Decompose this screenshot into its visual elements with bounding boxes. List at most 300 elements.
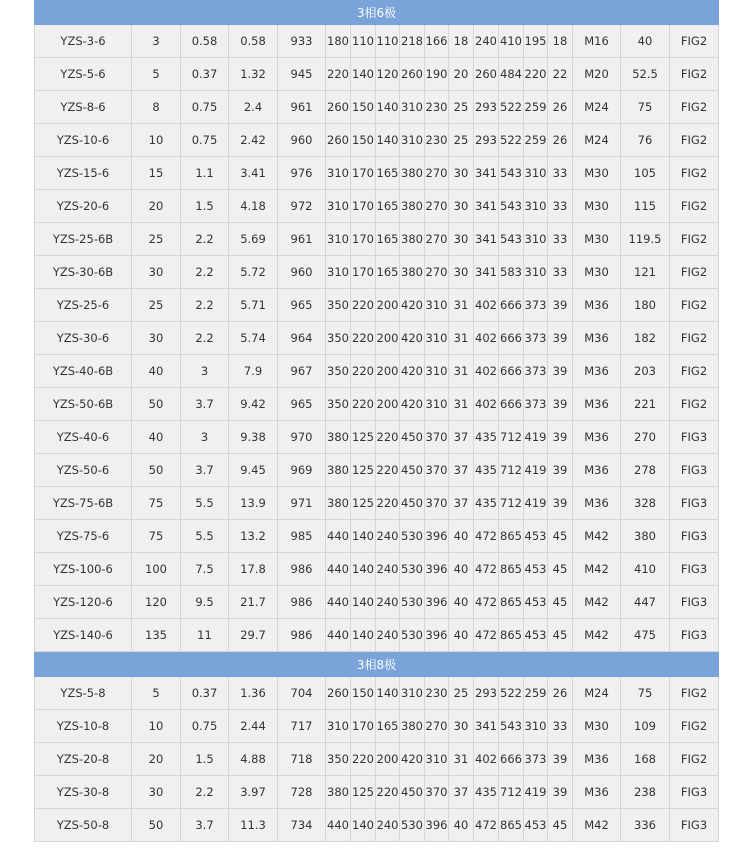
table-cell: 9.5 <box>181 586 229 619</box>
table-cell: 370 <box>425 421 449 454</box>
model-cell: YZS-50-8 <box>35 809 132 842</box>
table-cell: 3 <box>181 421 229 454</box>
table-cell: 971 <box>278 487 326 520</box>
table-cell: 45 <box>548 586 573 619</box>
table-cell: 402 <box>474 355 499 388</box>
table-cell: 5.74 <box>229 322 278 355</box>
table-cell: 310 <box>524 710 548 743</box>
table-cell: 420 <box>400 289 425 322</box>
table-cell: 140 <box>351 809 376 842</box>
table-cell: 150 <box>351 124 376 157</box>
table-cell: 260 <box>474 58 499 91</box>
table-cell: 666 <box>499 743 524 776</box>
table-row <box>35 190 719 223</box>
table-cell: 203 <box>621 355 670 388</box>
table-cell: 350 <box>326 322 351 355</box>
table-cell: M36 <box>573 289 621 322</box>
table-cell: 310 <box>326 256 351 289</box>
table-cell: 220 <box>326 58 351 91</box>
table-cell: 964 <box>278 322 326 355</box>
table-cell: 125 <box>351 776 376 809</box>
table-cell: 39 <box>548 776 573 809</box>
table-cell: 472 <box>474 586 499 619</box>
table-cell: 0.75 <box>181 91 229 124</box>
table-cell: 350 <box>326 743 351 776</box>
model-cell: YZS-5-8 <box>35 677 132 710</box>
table-cell: 310 <box>524 223 548 256</box>
table-cell: 945 <box>278 58 326 91</box>
table-cell: 220 <box>524 58 548 91</box>
model-cell: YZS-100-6 <box>35 553 132 586</box>
table-cell: 435 <box>474 776 499 809</box>
table-cell: 961 <box>278 91 326 124</box>
table-cell: 1.5 <box>181 743 229 776</box>
table-cell: 259 <box>524 91 548 124</box>
table-cell: 865 <box>499 553 524 586</box>
table-cell: FIG2 <box>670 124 719 157</box>
table-cell: 165 <box>376 710 400 743</box>
table-cell: 170 <box>351 710 376 743</box>
table-cell: 40 <box>449 619 474 652</box>
table-cell: 370 <box>425 776 449 809</box>
table-cell: 125 <box>351 421 376 454</box>
table-cell: FIG3 <box>670 809 719 842</box>
table-cell: 33 <box>548 256 573 289</box>
table-cell: 350 <box>326 388 351 421</box>
table-cell: 165 <box>376 223 400 256</box>
table-cell: 200 <box>376 355 400 388</box>
table-cell: 218 <box>400 25 425 58</box>
table-cell: 270 <box>425 256 449 289</box>
table-cell: 168 <box>621 743 670 776</box>
table-cell: 969 <box>278 454 326 487</box>
table-cell: 370 <box>425 454 449 487</box>
table-cell: M16 <box>573 25 621 58</box>
table-cell: M36 <box>573 421 621 454</box>
table-cell: M42 <box>573 520 621 553</box>
table-cell: 150 <box>351 677 376 710</box>
table-row <box>35 157 719 190</box>
table-row <box>35 421 719 454</box>
table-cell: 25 <box>449 677 474 710</box>
table-cell: 728 <box>278 776 326 809</box>
model-cell: YZS-30-8 <box>35 776 132 809</box>
table-cell: 704 <box>278 677 326 710</box>
table-cell: 865 <box>499 520 524 553</box>
table-cell: 260 <box>326 677 351 710</box>
table-cell: 2.2 <box>181 776 229 809</box>
table-cell: FIG2 <box>670 289 719 322</box>
model-cell: YZS-20-6 <box>35 190 132 223</box>
table-row <box>35 256 719 289</box>
table-cell: FIG3 <box>670 586 719 619</box>
model-cell: YZS-30-6B <box>35 256 132 289</box>
table-cell: 105 <box>621 157 670 190</box>
table-cell: 450 <box>400 776 425 809</box>
table-cell: 3.7 <box>181 454 229 487</box>
table-cell: 961 <box>278 223 326 256</box>
table-cell: FIG2 <box>670 157 719 190</box>
table-cell: 45 <box>548 809 573 842</box>
table-cell: 182 <box>621 322 670 355</box>
table-cell: 2.44 <box>229 710 278 743</box>
table-cell: 240 <box>376 553 400 586</box>
table-cell: 402 <box>474 289 499 322</box>
table-cell: 0.58 <box>181 25 229 58</box>
table-cell: M30 <box>573 256 621 289</box>
table-cell: 293 <box>474 677 499 710</box>
table-cell: 39 <box>548 454 573 487</box>
table-row <box>35 487 719 520</box>
table-cell: 270 <box>425 710 449 743</box>
table-cell: 10 <box>132 124 181 157</box>
table-cell: 26 <box>548 124 573 157</box>
table-cell: M36 <box>573 355 621 388</box>
table-cell: 965 <box>278 289 326 322</box>
model-cell: YZS-25-6B <box>35 223 132 256</box>
table-cell: 373 <box>524 289 548 322</box>
table-row <box>35 520 719 553</box>
table-cell: 220 <box>351 388 376 421</box>
table-cell: FIG3 <box>670 454 719 487</box>
table-cell: 8 <box>132 91 181 124</box>
table-cell: 310 <box>400 677 425 710</box>
table-cell: 484 <box>499 58 524 91</box>
section-header <box>35 1 719 25</box>
table-cell: 7.9 <box>229 355 278 388</box>
table-row <box>35 25 719 58</box>
table-cell: 31 <box>449 289 474 322</box>
model-cell: YZS-20-8 <box>35 743 132 776</box>
model-cell: YZS-3-6 <box>35 25 132 58</box>
table-cell: 260 <box>326 124 351 157</box>
table-cell: 666 <box>499 322 524 355</box>
table-cell: 310 <box>425 322 449 355</box>
table-cell: 1.36 <box>229 677 278 710</box>
table-cell: 25 <box>449 124 474 157</box>
table-cell: 140 <box>351 553 376 586</box>
table-cell: 39 <box>548 388 573 421</box>
table-cell: 435 <box>474 421 499 454</box>
table-cell: 712 <box>499 454 524 487</box>
table-cell: M30 <box>573 190 621 223</box>
table-cell: M20 <box>573 58 621 91</box>
table-cell: 170 <box>351 223 376 256</box>
table-cell: 30 <box>132 322 181 355</box>
table-cell: 2.2 <box>181 223 229 256</box>
table-cell: 5.72 <box>229 256 278 289</box>
table-cell: 453 <box>524 809 548 842</box>
model-cell: YZS-8-6 <box>35 91 132 124</box>
table-cell: 170 <box>351 190 376 223</box>
table-cell: 140 <box>351 586 376 619</box>
section-header <box>35 652 719 677</box>
table-cell: M30 <box>573 157 621 190</box>
table-cell: 75 <box>132 487 181 520</box>
table-cell: 583 <box>499 256 524 289</box>
model-cell: YZS-40-6 <box>35 421 132 454</box>
table-cell: 40 <box>132 355 181 388</box>
table-cell: 9.45 <box>229 454 278 487</box>
table-cell: 472 <box>474 553 499 586</box>
table-cell: 3.7 <box>181 388 229 421</box>
table-cell: 31 <box>449 322 474 355</box>
table-cell: 30 <box>132 776 181 809</box>
table-cell: M42 <box>573 809 621 842</box>
table-cell: 30 <box>449 256 474 289</box>
table-cell: 976 <box>278 157 326 190</box>
table-cell: 712 <box>499 776 524 809</box>
table-cell: 30 <box>449 710 474 743</box>
table-cell: 166 <box>425 25 449 58</box>
table-cell: 40 <box>132 421 181 454</box>
table-cell: 259 <box>524 677 548 710</box>
model-cell: YZS-50-6B <box>35 388 132 421</box>
table-cell: 972 <box>278 190 326 223</box>
table-cell: 986 <box>278 619 326 652</box>
table-cell: 396 <box>425 809 449 842</box>
table-cell: 110 <box>351 25 376 58</box>
table-cell: 240 <box>474 25 499 58</box>
table-cell: 5 <box>132 58 181 91</box>
table-cell: 40 <box>621 25 670 58</box>
table-cell: 341 <box>474 223 499 256</box>
table-cell: 373 <box>524 388 548 421</box>
table-cell: 380 <box>326 776 351 809</box>
table-row <box>35 619 719 652</box>
table-cell: 986 <box>278 586 326 619</box>
table-cell: 666 <box>499 355 524 388</box>
table-cell: 666 <box>499 289 524 322</box>
table-cell: M24 <box>573 677 621 710</box>
table-cell: M36 <box>573 487 621 520</box>
table-cell: 50 <box>132 454 181 487</box>
table-cell: 310 <box>425 388 449 421</box>
table-cell: 230 <box>425 124 449 157</box>
table-cell: 238 <box>621 776 670 809</box>
table-cell: M36 <box>573 454 621 487</box>
table-cell: 31 <box>449 355 474 388</box>
table-cell: 341 <box>474 256 499 289</box>
table-cell: 985 <box>278 520 326 553</box>
table-cell: 221 <box>621 388 670 421</box>
table-cell: 419 <box>524 776 548 809</box>
table-cell: 420 <box>400 322 425 355</box>
table-cell: M24 <box>573 124 621 157</box>
table-cell: 119.5 <box>621 223 670 256</box>
table-cell: 380 <box>400 223 425 256</box>
table-row <box>35 223 719 256</box>
table-cell: 0.37 <box>181 677 229 710</box>
table-cell: FIG2 <box>670 223 719 256</box>
table-cell: 76 <box>621 124 670 157</box>
table-cell: 220 <box>351 289 376 322</box>
table-cell: 310 <box>326 710 351 743</box>
table-cell: 125 <box>351 487 376 520</box>
table-cell: 200 <box>376 388 400 421</box>
table-cell: 472 <box>474 520 499 553</box>
table-cell: 530 <box>400 553 425 586</box>
table-cell: 1.32 <box>229 58 278 91</box>
table-cell: 402 <box>474 388 499 421</box>
table-cell: 39 <box>548 487 573 520</box>
table-cell: 40 <box>449 809 474 842</box>
table-cell: FIG2 <box>670 91 719 124</box>
table-cell: 195 <box>524 25 548 58</box>
table-cell: 125 <box>351 454 376 487</box>
table-cell: 440 <box>326 553 351 586</box>
table-cell: 410 <box>499 25 524 58</box>
table-cell: 0.75 <box>181 124 229 157</box>
table-cell: 410 <box>621 553 670 586</box>
table-cell: 200 <box>376 743 400 776</box>
model-cell: YZS-120-6 <box>35 586 132 619</box>
table-cell: 230 <box>425 91 449 124</box>
table-cell: 220 <box>376 454 400 487</box>
table-cell: 447 <box>621 586 670 619</box>
table-cell: 220 <box>376 776 400 809</box>
table-row <box>35 454 719 487</box>
table-cell: 450 <box>400 454 425 487</box>
table-cell: 140 <box>376 677 400 710</box>
table-cell: 200 <box>376 322 400 355</box>
table-cell: 220 <box>376 421 400 454</box>
table-cell: 39 <box>548 421 573 454</box>
table-row <box>35 388 719 421</box>
table-cell: 3 <box>132 25 181 58</box>
table-cell: 865 <box>499 809 524 842</box>
table-cell: 717 <box>278 710 326 743</box>
table-cell: 965 <box>278 388 326 421</box>
table-cell: 341 <box>474 710 499 743</box>
table-cell: 37 <box>449 487 474 520</box>
table-cell: FIG2 <box>670 190 719 223</box>
table-cell: 718 <box>278 743 326 776</box>
table-cell: FIG3 <box>670 487 719 520</box>
table-row <box>35 289 719 322</box>
table-cell: 120 <box>376 58 400 91</box>
table-cell: 530 <box>400 809 425 842</box>
table-cell: 2.4 <box>229 91 278 124</box>
table-cell: 0.37 <box>181 58 229 91</box>
table-cell: 37 <box>449 421 474 454</box>
table-cell: 110 <box>376 25 400 58</box>
table-cell: 472 <box>474 619 499 652</box>
table-cell: 310 <box>524 157 548 190</box>
table-cell: 419 <box>524 454 548 487</box>
table-cell: 453 <box>524 619 548 652</box>
table-cell: 712 <box>499 487 524 520</box>
table-cell: 865 <box>499 619 524 652</box>
table-cell: 190 <box>425 58 449 91</box>
table-cell: 3 <box>181 355 229 388</box>
model-cell: YZS-15-6 <box>35 157 132 190</box>
table-cell: 530 <box>400 619 425 652</box>
table-cell: 522 <box>499 124 524 157</box>
table-cell: 2.2 <box>181 289 229 322</box>
table-cell: 310 <box>524 190 548 223</box>
table-cell: 260 <box>400 58 425 91</box>
table-cell: FIG3 <box>670 619 719 652</box>
table-cell: 5.5 <box>181 520 229 553</box>
table-cell: 293 <box>474 124 499 157</box>
table-row <box>35 322 719 355</box>
table-cell: 30 <box>449 223 474 256</box>
table-cell: 1.1 <box>181 157 229 190</box>
table-cell: 543 <box>499 157 524 190</box>
table-cell: 270 <box>621 421 670 454</box>
table-row <box>35 743 719 776</box>
table-cell: 150 <box>351 91 376 124</box>
table-cell: M42 <box>573 586 621 619</box>
spec-table <box>34 0 719 842</box>
table-cell: 453 <box>524 520 548 553</box>
table-cell: 310 <box>425 355 449 388</box>
table-cell: 380 <box>621 520 670 553</box>
table-cell: M42 <box>573 619 621 652</box>
table-cell: 140 <box>376 91 400 124</box>
table-cell: 37 <box>449 454 474 487</box>
table-cell: 373 <box>524 322 548 355</box>
table-cell: M30 <box>573 223 621 256</box>
table-cell: M36 <box>573 743 621 776</box>
table-cell: FIG2 <box>670 710 719 743</box>
table-cell: 7.5 <box>181 553 229 586</box>
table-cell: 380 <box>326 454 351 487</box>
table-cell: 310 <box>400 124 425 157</box>
table-cell: 220 <box>376 487 400 520</box>
table-cell: 440 <box>326 809 351 842</box>
table-cell: 11 <box>181 619 229 652</box>
table-cell: FIG3 <box>670 421 719 454</box>
model-cell: YZS-50-6 <box>35 454 132 487</box>
table-cell: 380 <box>326 421 351 454</box>
table-cell: 278 <box>621 454 670 487</box>
table-cell: 75 <box>621 677 670 710</box>
table-cell: FIG3 <box>670 776 719 809</box>
table-cell: 180 <box>326 25 351 58</box>
table-row <box>35 776 719 809</box>
table-cell: 75 <box>132 520 181 553</box>
table-cell: 350 <box>326 355 351 388</box>
table-cell: 13.2 <box>229 520 278 553</box>
table-cell: 45 <box>548 619 573 652</box>
table-cell: FIG2 <box>670 322 719 355</box>
table-cell: 33 <box>548 710 573 743</box>
table-cell: 33 <box>548 223 573 256</box>
table-cell: 170 <box>351 157 376 190</box>
table-cell: 380 <box>400 190 425 223</box>
table-cell: FIG3 <box>670 553 719 586</box>
model-cell: YZS-25-6 <box>35 289 132 322</box>
table-cell: 666 <box>499 388 524 421</box>
table-cell: 240 <box>376 586 400 619</box>
table-cell: 419 <box>524 487 548 520</box>
model-cell: YZS-40-6B <box>35 355 132 388</box>
table-cell: M36 <box>573 776 621 809</box>
table-cell: 259 <box>524 124 548 157</box>
table-cell: 25 <box>132 223 181 256</box>
table-cell: 121 <box>621 256 670 289</box>
table-cell: 9.38 <box>229 421 278 454</box>
table-cell: 734 <box>278 809 326 842</box>
table-cell: 13.9 <box>229 487 278 520</box>
table-cell: 240 <box>376 520 400 553</box>
table-cell: 396 <box>425 553 449 586</box>
table-cell: 20 <box>449 58 474 91</box>
table-cell: 336 <box>621 809 670 842</box>
table-cell: M36 <box>573 322 621 355</box>
